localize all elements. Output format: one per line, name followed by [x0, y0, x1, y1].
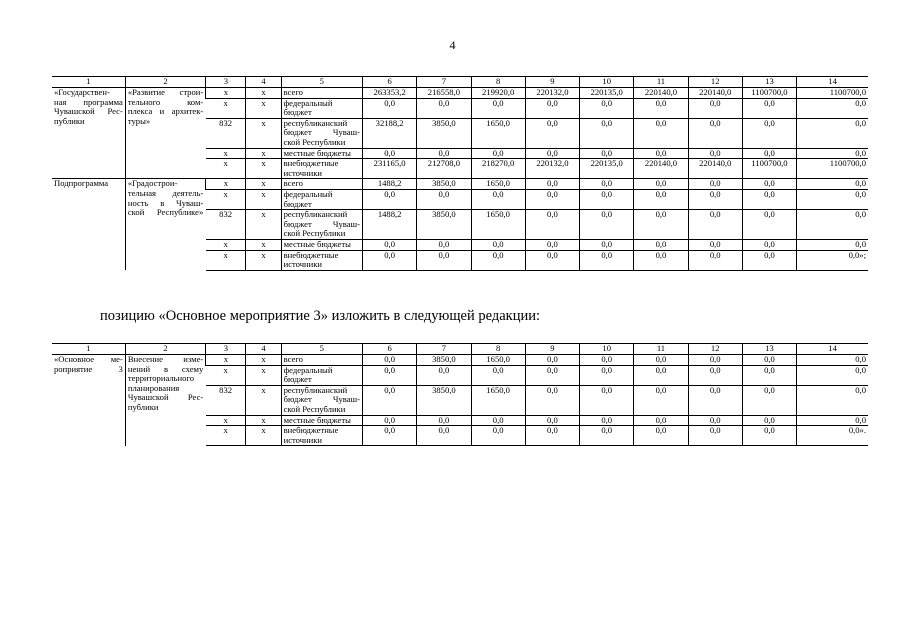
amount-cell: 0,0 [525, 385, 579, 415]
gr-code: 832 [206, 210, 246, 240]
column-number: 10 [580, 77, 634, 88]
budget-code: x [246, 159, 281, 179]
budget-code: x [246, 88, 281, 99]
amount-cell: 32188,2 [363, 118, 417, 148]
funding-source [281, 210, 362, 240]
amount-cell: 0,0 [471, 365, 525, 385]
budget-code: x [246, 148, 281, 159]
funding-source-line: ской Республики [283, 136, 346, 147]
amount-cell: 0,0 [525, 426, 579, 446]
amount-cell: 1650,0 [471, 355, 525, 366]
amount-cell: 0,0 [525, 179, 579, 190]
program-title-line: тельного ком- [127, 96, 204, 107]
gr-code: x [206, 98, 246, 118]
program-title-line: ской Республике» [127, 207, 204, 218]
header-row [52, 77, 868, 88]
funding-source-line: ской Республики [283, 403, 346, 414]
table-row [52, 88, 868, 99]
funding-source-line: источники [283, 434, 323, 445]
program-title-line: публики [127, 401, 159, 412]
column-number: 5 [281, 77, 362, 88]
column-number: 2 [125, 77, 205, 88]
program-name [52, 355, 125, 446]
amount-cell: 220135,0 [580, 88, 634, 99]
amount-cell: 3850,0 [417, 179, 471, 190]
budget-code: x [246, 385, 281, 415]
amount-cell: 0,0 [688, 210, 742, 240]
gr-code: x [206, 159, 246, 179]
program-name [52, 88, 125, 179]
amount-cell: 0,0 [580, 415, 634, 426]
budget-code: x [246, 118, 281, 148]
amount-cell: 0,0 [634, 189, 688, 209]
amount-cell: 0,0 [417, 189, 471, 209]
funding-source-line: внебюджетные [283, 249, 339, 260]
funding-source [281, 148, 362, 159]
amount-cell: 0,0 [580, 385, 634, 415]
funding-source [281, 365, 362, 385]
program-name [52, 179, 125, 270]
funding-source [281, 88, 362, 99]
amount-cell: 0,0 [417, 426, 471, 446]
amount-cell: 0,0 [525, 189, 579, 209]
amount-cell: 0,0 [471, 148, 525, 159]
amount-cell: 0,0 [688, 385, 742, 415]
funding-source-line: бюджет Чуваш- [283, 218, 360, 229]
amount-cell: 3850,0 [417, 355, 471, 366]
funding-source-line: бюджет [283, 107, 312, 118]
amount-cell: 0,0 [688, 179, 742, 190]
amount-cell: 0,0 [797, 148, 868, 159]
program-title [125, 88, 205, 179]
funding-source-line: федеральный [283, 364, 333, 375]
column-number: 8 [471, 77, 525, 88]
amount-cell: 0,0 [742, 118, 796, 148]
budget-code: x [246, 365, 281, 385]
amount-cell: 0,0 [363, 239, 417, 250]
amount-cell: 0,0 [634, 365, 688, 385]
amount-cell: 0,0 [688, 250, 742, 270]
amount-cell: 0,0 [797, 239, 868, 250]
funding-source [281, 189, 362, 209]
amount-cell: 0,0 [634, 179, 688, 190]
amount-cell: 220132,0 [525, 88, 579, 99]
amount-cell: 3850,0 [417, 385, 471, 415]
amount-cell: 231165,0 [363, 159, 417, 179]
amount-cell: 0,0 [688, 415, 742, 426]
amount-cell: 0,0 [417, 250, 471, 270]
funding-source-line: всего [283, 178, 303, 189]
budget-table-main-activity [52, 343, 868, 446]
program-title-line: плекса и архитек- [127, 106, 204, 117]
funding-source-line: источники [283, 259, 323, 270]
funding-source-line: бюджет Чуваш- [283, 127, 360, 138]
amount-cell: 0,0 [471, 250, 525, 270]
column-number: 9 [525, 344, 579, 355]
amount-cell: 1488,2 [363, 179, 417, 190]
column-number: 7 [417, 344, 471, 355]
program-name-line: роприятие 3 [54, 363, 123, 374]
column-number: 14 [797, 344, 868, 355]
funding-source-line: бюджет [283, 198, 312, 209]
amount-cell: 0,0 [525, 118, 579, 148]
column-number: 10 [580, 344, 634, 355]
funding-source-line: местные бюджеты [283, 238, 351, 249]
gr-code: x [206, 426, 246, 446]
program-name-line: «Государствен- [54, 87, 110, 97]
amount-cell: 1488,2 [363, 210, 417, 240]
gr-code: x [206, 148, 246, 159]
amount-cell: 0,0 [580, 189, 634, 209]
amount-cell: 0,0 [797, 179, 868, 190]
amount-cell: 0,0 [688, 118, 742, 148]
funding-source [281, 426, 362, 446]
program-title-line: тельная деятель- [127, 187, 204, 198]
amount-cell: 0,0 [688, 98, 742, 118]
instruction-paragraph: позицию «Основное мероприятие 3» изложить в следующей редакции: [100, 308, 541, 324]
funding-source-line: республиканский [283, 117, 348, 128]
column-number: 11 [634, 344, 688, 355]
amount-cell: 1100700,0 [742, 88, 796, 99]
amount-cell: 0,0 [797, 365, 868, 385]
column-number: 11 [634, 77, 688, 88]
amount-cell: 0,0 [471, 415, 525, 426]
amount-cell: 0,0 [742, 385, 796, 415]
amount-cell: 0,0 [363, 189, 417, 209]
amount-cell: 0,0 [634, 148, 688, 159]
funding-source [281, 385, 362, 415]
amount-cell: 0,0 [797, 385, 868, 415]
amount-cell: 218270,0 [471, 159, 525, 179]
program-title-line: территориального [127, 373, 195, 384]
amount-cell: 0,0 [580, 239, 634, 250]
amount-cell: 1650,0 [471, 385, 525, 415]
amount-cell: 0,0 [742, 365, 796, 385]
funding-source [281, 415, 362, 426]
funding-source-line: всего [283, 87, 303, 97]
amount-cell: 0,0 [580, 210, 634, 240]
amount-cell: 0,0 [363, 148, 417, 159]
funding-source-line: бюджет [283, 374, 312, 385]
amount-cell: 0,0 [634, 415, 688, 426]
budget-code: x [246, 239, 281, 250]
gr-code: x [206, 189, 246, 209]
amount-cell: 1650,0 [471, 210, 525, 240]
funding-source [281, 118, 362, 148]
amount-cell: 220140,0 [688, 88, 742, 99]
program-title [125, 355, 205, 446]
amount-cell: 0,0 [688, 239, 742, 250]
amount-cell: 0,0 [742, 415, 796, 426]
table-row [52, 179, 868, 190]
amount-cell: 0,0 [525, 210, 579, 240]
amount-cell: 0,0 [417, 415, 471, 426]
amount-cell: 0,0 [688, 365, 742, 385]
amount-cell: 220140,0 [634, 159, 688, 179]
gr-code: 832 [206, 385, 246, 415]
amount-cell: 0,0». [797, 426, 868, 446]
amount-cell: 0,0 [580, 250, 634, 270]
amount-cell: 0,0 [797, 415, 868, 426]
amount-cell: 0,0 [525, 365, 579, 385]
gr-code: 832 [206, 118, 246, 148]
amount-cell: 0,0 [634, 118, 688, 148]
amount-cell: 0,0 [417, 239, 471, 250]
page-number: 4 [449, 38, 456, 52]
amount-cell: 3850,0 [417, 118, 471, 148]
table-row [52, 355, 868, 366]
amount-cell: 0,0 [580, 179, 634, 190]
amount-cell: 0,0 [525, 250, 579, 270]
funding-source-line: внебюджетные [283, 158, 339, 169]
funding-source [281, 159, 362, 179]
amount-cell: 0,0 [363, 98, 417, 118]
program-title-line: «Развитие строи- [127, 87, 204, 97]
column-number: 4 [246, 77, 281, 88]
amount-cell: 0,0 [525, 98, 579, 118]
column-number: 13 [742, 344, 796, 355]
amount-cell: 0,0 [742, 148, 796, 159]
budget-code: x [246, 415, 281, 426]
budget-code: x [246, 98, 281, 118]
amount-cell: 0,0 [742, 98, 796, 118]
budget-code: x [246, 355, 281, 366]
column-number: 6 [363, 344, 417, 355]
amount-cell: 0,0 [634, 385, 688, 415]
program-name-line: Подпрограмма [54, 178, 109, 189]
program-title [125, 179, 205, 270]
amount-cell: 220132,0 [525, 159, 579, 179]
amount-cell: 0,0 [525, 239, 579, 250]
amount-cell: 0,0 [742, 210, 796, 240]
amount-cell: 0,0 [471, 426, 525, 446]
funding-source [281, 355, 362, 366]
amount-cell: 0,0 [688, 355, 742, 366]
column-number: 8 [471, 344, 525, 355]
funding-source-line: местные бюджеты [283, 147, 351, 158]
amount-cell: 0,0 [688, 148, 742, 159]
budget-code: x [246, 210, 281, 240]
amount-cell: 0,0 [688, 426, 742, 446]
column-number: 3 [206, 77, 246, 88]
gr-code: x [206, 179, 246, 190]
gr-code: x [206, 365, 246, 385]
gr-code: x [206, 355, 246, 366]
column-number: 9 [525, 77, 579, 88]
budget-code: x [246, 250, 281, 270]
amount-cell: 3850,0 [417, 210, 471, 240]
funding-source [281, 250, 362, 270]
program-title-line: «Градострои- [127, 178, 178, 189]
amount-cell: 0,0 [797, 210, 868, 240]
amount-cell: 0,0 [417, 148, 471, 159]
column-number: 7 [417, 77, 471, 88]
amount-cell: 0,0 [742, 426, 796, 446]
amount-cell: 0,0 [742, 250, 796, 270]
amount-cell: 216558,0 [417, 88, 471, 99]
program-name-line: Чувашской Рес- [54, 106, 123, 117]
amount-cell: 0,0 [580, 426, 634, 446]
amount-cell: 0,0 [742, 239, 796, 250]
funding-source [281, 179, 362, 190]
program-title-line: нений в схему [127, 363, 204, 374]
funding-source-line: ской Республики [283, 228, 346, 239]
amount-cell: 0,0 [363, 250, 417, 270]
column-number: 6 [363, 77, 417, 88]
amount-cell: 0,0 [634, 98, 688, 118]
amount-cell: 219920,0 [471, 88, 525, 99]
program-title-line: туры» [127, 115, 151, 126]
amount-cell: 0,0 [797, 118, 868, 148]
amount-cell: 0,0 [417, 98, 471, 118]
funding-source-line: местные бюджеты [283, 414, 351, 425]
amount-cell: 0,0 [580, 355, 634, 366]
funding-source-line: федеральный [283, 97, 333, 108]
program-name-line: публики [54, 115, 85, 126]
amount-cell: 0,0 [471, 98, 525, 118]
amount-cell: 0,0 [634, 250, 688, 270]
column-number: 1 [52, 344, 125, 355]
budget-code: x [246, 179, 281, 190]
amount-cell: 0,0 [580, 98, 634, 118]
amount-cell: 0,0 [742, 355, 796, 366]
amount-cell: 0,0 [634, 239, 688, 250]
gr-code: x [206, 88, 246, 99]
funding-source-line: источники [283, 167, 323, 178]
amount-cell: 1650,0 [471, 179, 525, 190]
program-name-line: «Основное ме- [54, 354, 123, 364]
funding-source [281, 98, 362, 118]
amount-cell: 220135,0 [580, 159, 634, 179]
amount-cell: 220140,0 [688, 159, 742, 179]
amount-cell: 0,0 [742, 189, 796, 209]
amount-cell: 0,0 [580, 148, 634, 159]
amount-cell: 263353,2 [363, 88, 417, 99]
amount-cell: 0,0 [525, 148, 579, 159]
amount-cell: 0,0 [742, 179, 796, 190]
amount-cell: 0,0 [363, 385, 417, 415]
amount-cell: 0,0 [471, 239, 525, 250]
amount-cell: 0,0 [797, 355, 868, 366]
header-row [52, 344, 868, 355]
amount-cell: 0,0 [363, 426, 417, 446]
amount-cell: 0,0 [525, 415, 579, 426]
amount-cell: 0,0 [688, 189, 742, 209]
amount-cell: 0,0 [580, 118, 634, 148]
amount-cell: 0,0 [525, 355, 579, 366]
amount-cell: 1100700,0 [742, 159, 796, 179]
program-title-line: планирования [127, 382, 180, 393]
funding-source-line: внебюджетные [283, 425, 339, 436]
amount-cell: 0,0 [471, 189, 525, 209]
column-number: 2 [125, 344, 205, 355]
amount-cell: 0,0 [363, 415, 417, 426]
amount-cell: 0,0 [363, 365, 417, 385]
budget-table-program [52, 76, 868, 271]
amount-cell: 0,0»; [797, 250, 868, 270]
amount-cell: 0,0 [363, 355, 417, 366]
program-title-line: Внесение изме- [127, 354, 204, 364]
amount-cell: 1100700,0 [797, 159, 868, 179]
amount-cell: 0,0 [797, 189, 868, 209]
amount-cell: 0,0 [417, 365, 471, 385]
funding-source-line: бюджет Чуваш- [283, 394, 360, 405]
funding-source-line: республиканский [283, 384, 348, 395]
program-title-line: ность в Чуваш- [127, 197, 204, 208]
amount-cell: 212708,0 [417, 159, 471, 179]
column-number: 12 [688, 77, 742, 88]
column-number: 1 [52, 77, 125, 88]
column-number: 3 [206, 344, 246, 355]
amount-cell: 1100700,0 [797, 88, 868, 99]
column-number: 13 [742, 77, 796, 88]
program-title-line: Чувашской Рес- [127, 392, 204, 403]
gr-code: x [206, 250, 246, 270]
amount-cell: 0,0 [634, 355, 688, 366]
amount-cell: 0,0 [580, 365, 634, 385]
program-name-line: ная программа [54, 96, 123, 107]
budget-code: x [246, 426, 281, 446]
column-number: 14 [797, 77, 868, 88]
amount-cell: 0,0 [634, 210, 688, 240]
funding-source-line: всего [283, 354, 303, 364]
amount-cell: 1650,0 [471, 118, 525, 148]
amount-cell: 220140,0 [634, 88, 688, 99]
budget-code: x [246, 189, 281, 209]
funding-source-line: федеральный [283, 188, 333, 199]
amount-cell: 0,0 [634, 426, 688, 446]
column-number: 5 [281, 344, 362, 355]
column-number: 4 [246, 344, 281, 355]
funding-source-line: республиканский [283, 209, 348, 220]
amount-cell: 0,0 [797, 98, 868, 118]
gr-code: x [206, 239, 246, 250]
column-number: 12 [688, 344, 742, 355]
gr-code: x [206, 415, 246, 426]
funding-source [281, 239, 362, 250]
